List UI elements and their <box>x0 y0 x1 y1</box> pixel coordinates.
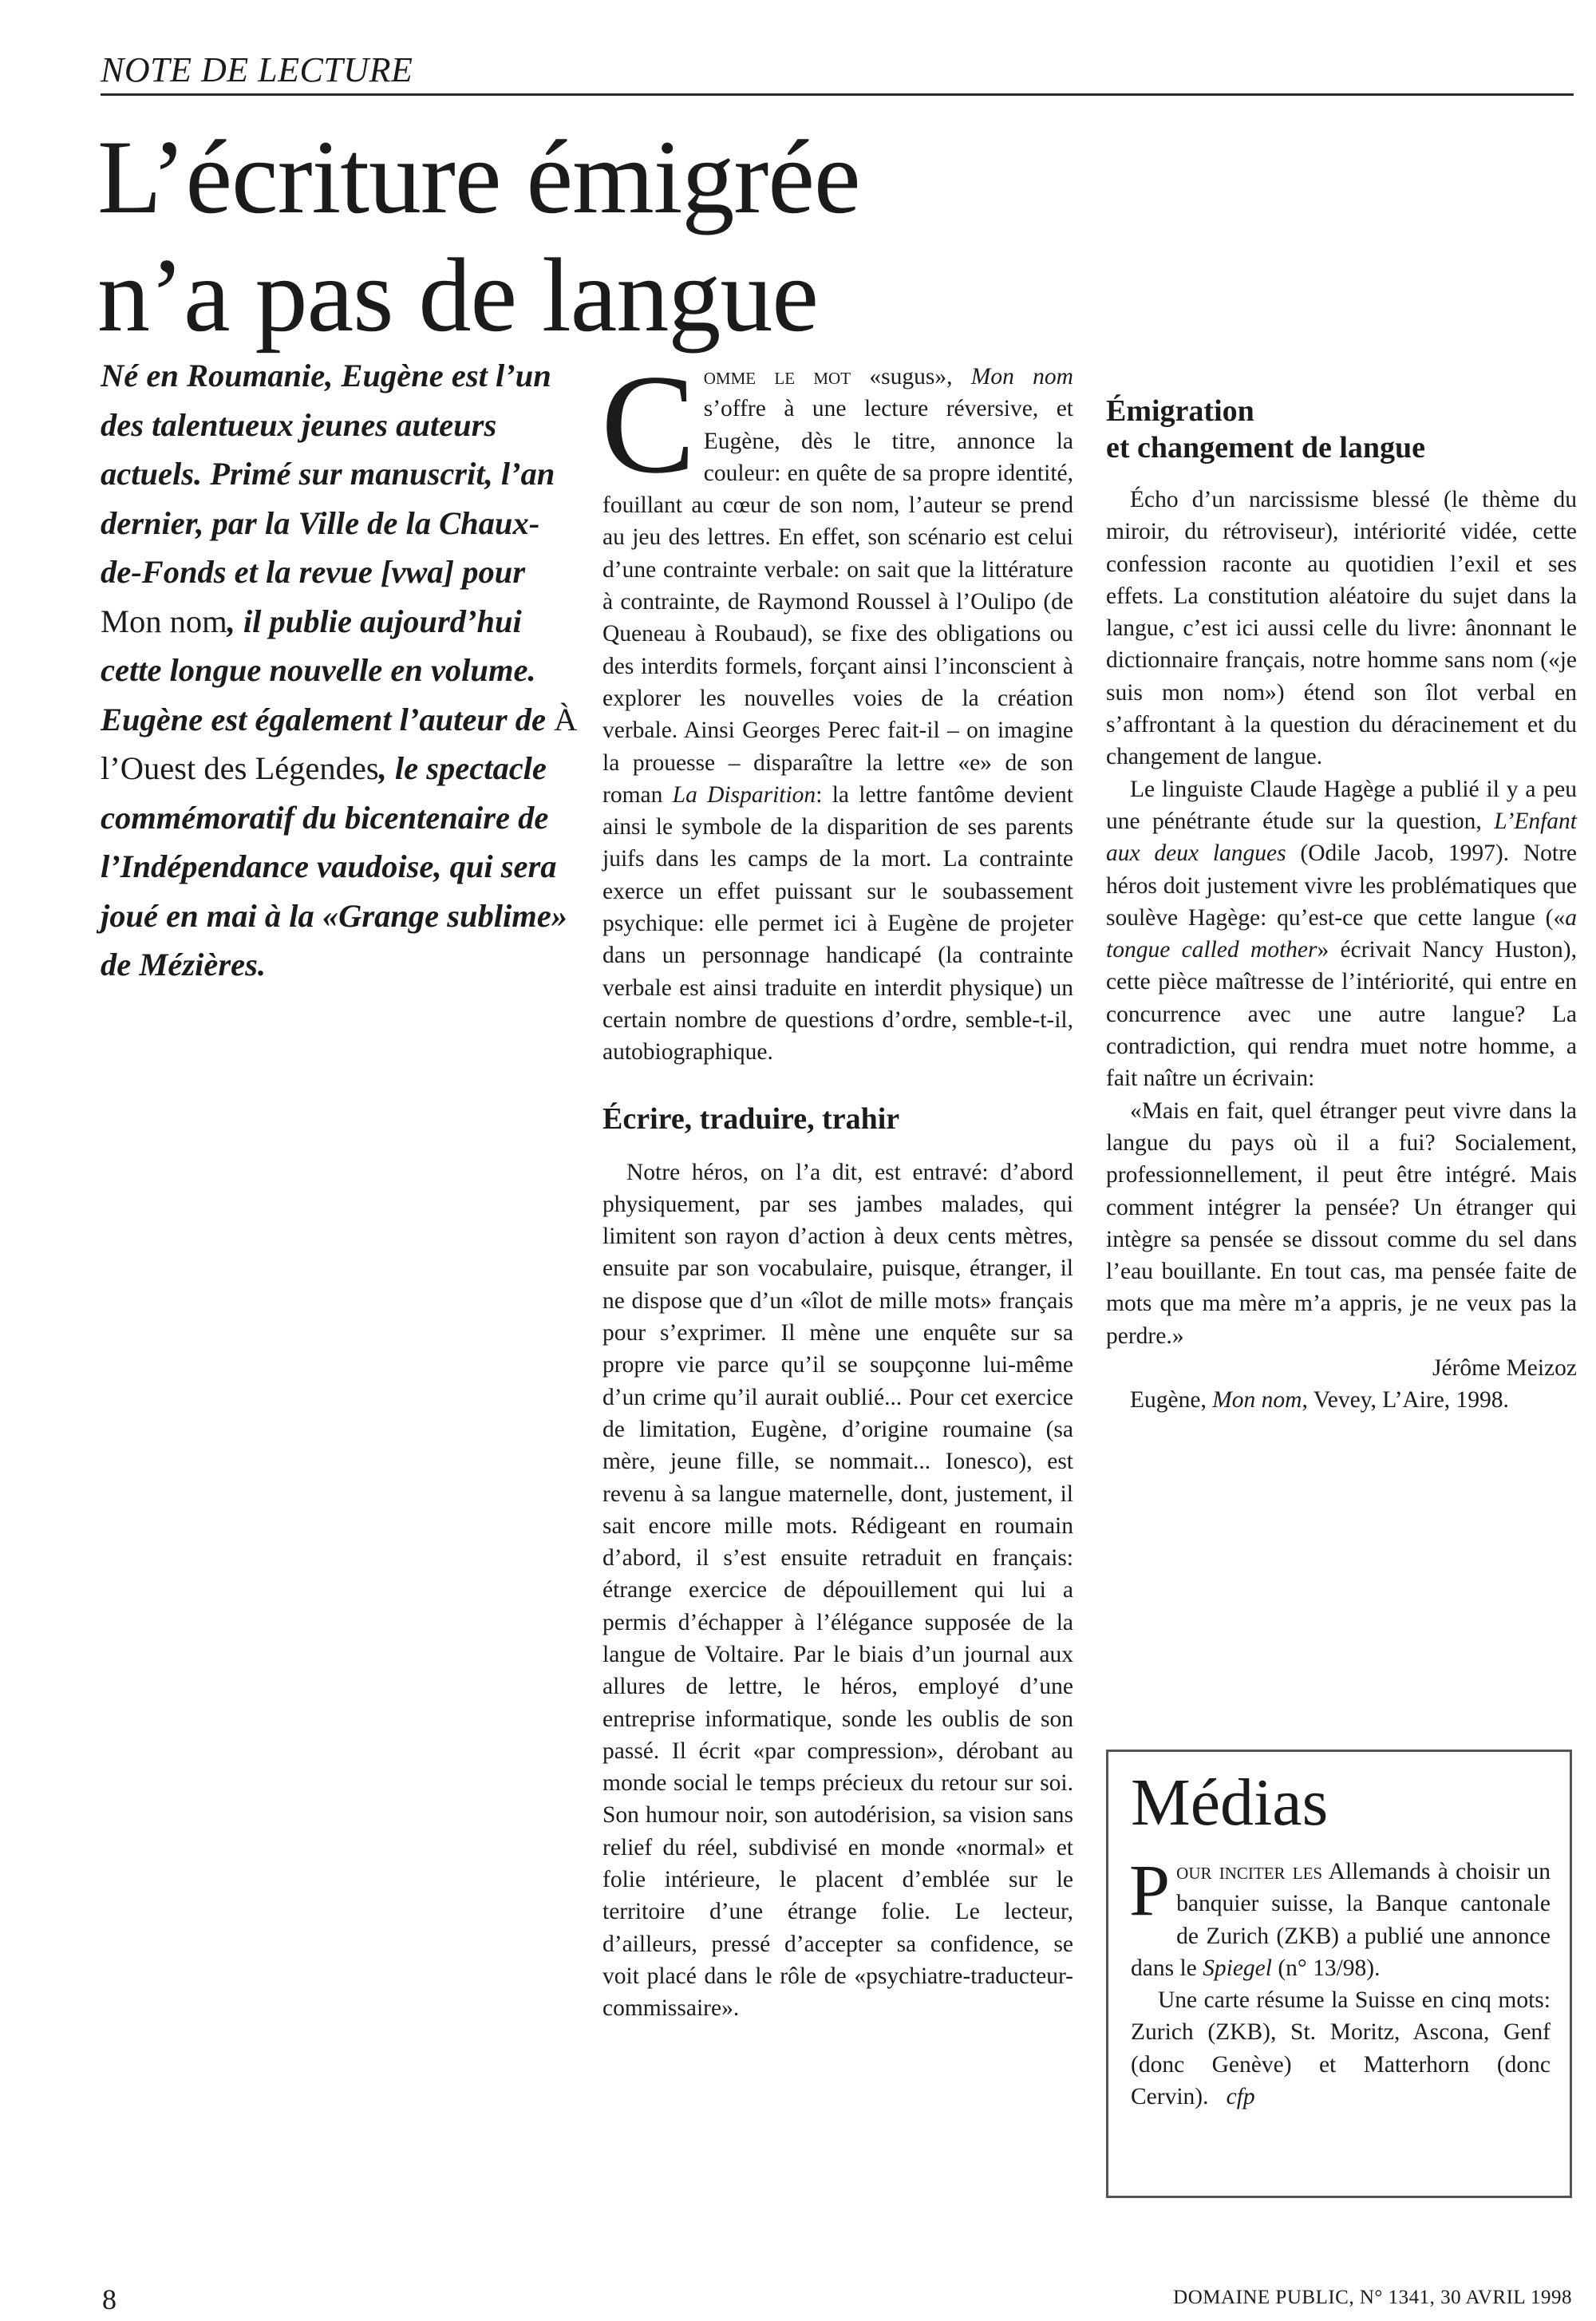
book-reference: Eugène, Mon nom, Vevey, L’Aire, 1998. <box>1130 1387 1509 1414</box>
article-quote: «Mais en fait, quel étranger peut vivre dans la langue du pays où il a fui? Socialement, professionnellement, il peut être intégré. Mais comment intégrer la pensée? Un étranger qui intègre sa pensée se dissout comme du sel dans l’eau bouillante. En tout cas, ma pensée faite de mots que ma mère m’a appris, je ne veux pas la perdre.» <box>1106 1097 1577 1349</box>
subheading-emigration: Émigration et changement de langue <box>1106 394 1426 465</box>
article-column-3 <box>1106 361 1577 1417</box>
medias-title: Médias <box>1131 1765 1329 1840</box>
intro-part-1: Né en Roumanie, Eugène est l’un des talentueux jeunes auteurs actuels. Primé sur manuscrit, l’an dernier, par la Ville de la Chaux-de-Fonds et la revue [vwa] pour <box>101 358 555 590</box>
intro-book-title: Mon nom <box>101 603 227 639</box>
medias-paragraph-1: Pour inciter les Allemands à choisir un banquier suisse, la Banque cantonale de Zurich (ZKB) a publié une annonce dans le Spiegel (n° 13/98). <box>1129 1849 1551 1981</box>
drop-cap: C <box>601 345 696 503</box>
article-paragraph-4: Le linguiste Claude Hagège a publié il y a peu une pénétrante étude sur la question, L’Enfant aux deux langues (Odile Jacob, 1997). Notre héros doit justement vivre les problématiques que soulève Hagège: qu’est-ce que cette langue («a tongue called mother» écrivait Nancy Huston), cette pièce maîtresse de l’intériorité, qui entre en concurrence avec une autre langue? La contradiction, qui rendra muet notre homme, a fait naître un écrivain: <box>1106 776 1577 1092</box>
article-column-2 <box>601 345 1073 2025</box>
medias-drop-cap: P <box>1129 1849 1171 1931</box>
perec-title: La Disparition <box>672 781 816 808</box>
medias-paragraph-2: Une carte résume la Suisse en cinq mots: Zurich (ZKB), St. Moritz, Ascona, Genf (donc Genève) et Matterhorn (donc Cervin). cfp <box>1131 1987 1551 2110</box>
huston-quote: a tongue called mother <box>1106 904 1577 963</box>
medias-signature: cfp <box>1226 2084 1255 2110</box>
intro-part-2: , il publie aujourd’hui cette longue nouvelle en volume. Eugène est également l’auteur de <box>101 603 555 737</box>
medias-box <box>1106 1750 1572 2198</box>
author-signature: Jérôme Meizoz <box>1432 1355 1577 1382</box>
intro-show-title: À l’Ouest des Légendes <box>101 701 578 786</box>
headline-line-2: n’a pas de langue <box>97 236 818 354</box>
subheading-ecrire: Écrire, traduire, trahir <box>602 1101 900 1136</box>
hagege-title: L’Enfant aux deux langues <box>1106 808 1577 867</box>
intro-part-3: , le spectacle commémoratif du bicentenaire de l’Indépendance vaudoise, qui sera joué en mai à la «Grange sublime» de Mézières. <box>101 750 568 983</box>
article-paragraph-2: Notre héros, on l’a dit, est entravé: d’abord physiquement, par ses jambes malades, qui limitent son rayon d’action à deux cents mètres, ensuite par son vocabulaire, puisque, étranger, il ne dispose que d’un «îlot de mille mots» français pour s’exprimer. Il mène une enquête sur sa propre vie parce qu’il se soupçonne lui-même d’un crime qu’il aurait oublié... Pour cet exercice de limitation, Eugène, d’origine roumaine (sa mère, jeune fille, se nommait... Ionesco), est revenu à sa langue maternelle, dont, justement, il sait encore mille mots. Rédigeant en roumain d’abord, il s’est ensuite retraduit en français: étrange exercice de dépouillement qui lui a permis d’échapper à l’élégance supposée de la langue de Voltaire. Par le biais d’un journal aux allures de lettre, le héros, employé d’une entreprise informatique, sonde les oublis de son passé. Il écrit «par compression», dérobant au monde social le temps précieux du retour sur soi. Son humour noir, son autodérision, sa vision sans relief du réel, subdivisé en monde «normal» et folie intérieure, le placent d’emblée sur le territoire d’une étrange folie. Le lecteur, d’ailleurs, pressé d’accepter sa confidence, se voit placé dans le rôle de «psychiatre-traducteur-commissaire». <box>602 1159 1073 2022</box>
footer-publication: DOMAINE PUBLIC, N° 1341, 30 AVRIL 1998 <box>1173 2287 1572 2308</box>
spiegel-title: Spiegel <box>1203 1955 1272 1981</box>
book-title: Mon nom <box>970 364 1073 389</box>
intro-standfirst <box>101 351 579 990</box>
headline <box>97 118 975 354</box>
headline-line-1: L’écriture émigrée <box>97 118 860 235</box>
section-rule <box>101 93 1574 96</box>
page-number: 8 <box>102 2283 117 2315</box>
medias-text <box>1129 1849 1551 2113</box>
article-paragraph-3: Écho d’un narcissisme blessé (le thème du miroir, du rétroviseur), intériorité vidée, cette confession raconte au quotidien l’exil et ses effets. La constitution aléatoire du sujet dans la langue, c’est ici aussi celle du livre: ânonnant le dictionnaire français, notre homme sans nom («je suis mon nom») étend son îlot verbal en s’affrontant à la question du déracinement et du changement de langue. <box>1106 487 1577 770</box>
section-label: NOTE DE LECTURE <box>101 50 413 89</box>
small-caps-lead: omme le mot <box>703 364 851 389</box>
article-paragraph-1: Comme le mot «sugus», Mon nom s’offre à une lecture réversive, et Eugène, dès le titre, annonce la couleur: en quête de sa propre identité, fouillant au cœur de son nom, l’auteur se prend au jeu des lettres. En effet, son scénario est celui d’une contrainte verbale: on sait que la littérature à contrainte, de Raymond Roussel à l’Oulipo (de Queneau à Roubaud), se fixe des obligations ou des interdits formels, forçant ainsi l’inconscient à explorer les nouvelles voies de la création verbale. Ainsi Georges Perec fait-il – on imagine la prouesse – disparaître la lettre «e» de son roman La Disparition: la lettre fantôme devient ainsi le symbole de la disparition de ses parents juifs dans les camps de la mort. La contrainte exerce un effet puissant sur le soubassement psychique: elle permet ici à Eugène de projeter dans un personnage handicapé (la contrainte verbale est ainsi traduite en interdit physique) un certain nombre de questions d’ordre, semble-t-il, autobiographique. <box>601 345 1073 1066</box>
